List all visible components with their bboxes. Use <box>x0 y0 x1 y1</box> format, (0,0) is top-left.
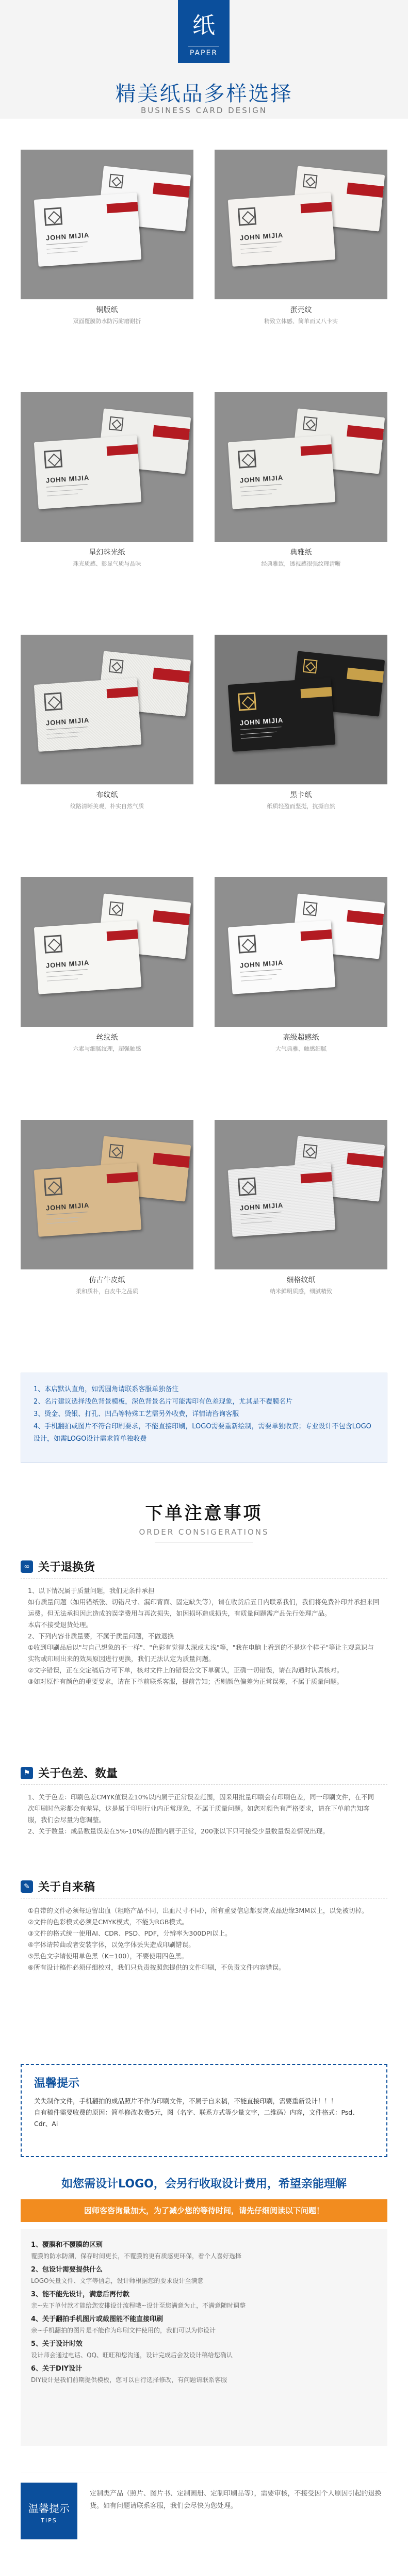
card-lines <box>46 727 88 742</box>
card-logo-icon <box>303 901 318 916</box>
faq-answer: 亲~先下单付款才能给您安排设计流程哦~设计至您满意为止，不满意随时调整 <box>31 2302 246 2309</box>
tips-title: 温馨提示 <box>34 2077 80 2090</box>
flag-icon: ⚑ <box>21 1767 33 1779</box>
footer-text: 定制类产品（照片、图片书、定制画册、定制印刷品等），需要审核，不接受因个人原因引起的退换货。如有问题请联系客服，我们会尽快为您处理。 <box>90 2490 382 2510</box>
card-name: JOHN MIJIA <box>239 1201 284 1212</box>
card-name: JOHN MIJIA <box>45 1201 90 1212</box>
paper-desc: 纹路清晰美观，朴实自然气质 <box>70 803 144 810</box>
card-stripe <box>107 929 138 941</box>
card-stripe <box>301 1172 332 1183</box>
section-title: 关于色差、数量 <box>38 1767 118 1780</box>
card-name: JOHN MIJIA <box>239 231 284 242</box>
section-title: 关于退换货 <box>38 1561 95 1574</box>
paper-title: 细格纹纸 <box>286 1276 316 1284</box>
paper-desc: 柔和质朴，白皮牛之品质 <box>76 1288 138 1295</box>
card-lines <box>240 484 282 500</box>
paper-photo <box>215 150 387 299</box>
paper-desc: 纸质轻盈而坚挺，抗撕自然 <box>267 803 335 810</box>
paper-photo <box>215 392 387 542</box>
section-header <box>21 1878 387 1896</box>
faq-answer: 覆膜的防水防潮，保存时间更长，不覆膜的更有质感更环保，看个人喜好选择 <box>31 2252 242 2260</box>
card-logo-icon <box>238 207 256 226</box>
section-body <box>21 1792 387 1837</box>
card-logo-icon <box>44 207 62 226</box>
card-name: JOHN MIJIA <box>239 716 284 727</box>
paper-item[interactable] <box>215 635 387 820</box>
section-para: ③文件的格式统一使用AI、CDR、PSD、PDF，分辨率为300DPI以上。 <box>28 1929 232 1937</box>
card-stripe <box>107 202 138 213</box>
paper-badge-en: PAPER <box>188 46 219 57</box>
card-lines <box>46 969 88 985</box>
alert-bar: 因师客咨询量加大，为了减少您的等待时间，请先仔细阅读以下问题！ <box>21 2199 387 2222</box>
faq-question: 3、能不能先设计，满意后再付款 <box>31 2291 130 2298</box>
faq-answer: LOGO矢量文件、文字等信息，设计师根据您的要求设计至满意 <box>31 2277 204 2284</box>
paper-photo <box>215 1120 387 1269</box>
paper-title: 铜版纸 <box>96 306 118 314</box>
faq-question: 6、关于DIY设计 <box>31 2365 83 2373</box>
notice-box <box>21 1373 387 1463</box>
paper-item[interactable] <box>215 392 387 578</box>
paper-banner <box>0 0 408 119</box>
card-name: JOHN MIJIA <box>45 958 90 970</box>
card-lines <box>46 1212 88 1227</box>
paper-title: 高级超感纸 <box>283 1034 319 1042</box>
card-front <box>228 435 336 509</box>
logo-design-heading: 如您需设计LOGO，会另行收取设计费用，希望亲能理解 <box>61 2178 347 2191</box>
paper-photo <box>215 877 387 1027</box>
card-lines <box>240 1212 282 1227</box>
card-logo-icon <box>109 1144 124 1159</box>
paper-title: 典雅纸 <box>290 549 312 557</box>
card-lines <box>240 727 282 742</box>
card-stripe <box>107 687 138 698</box>
card-name: JOHN MIJIA <box>239 958 284 970</box>
card-stripe <box>347 183 384 198</box>
card-stripe <box>153 668 190 683</box>
card-name: JOHN MIJIA <box>45 231 90 242</box>
paper-title: 布纹纸 <box>96 791 118 799</box>
paper-item[interactable] <box>21 150 193 335</box>
paper-desc: 纳米鲜明质感，细腻精致 <box>270 1288 332 1295</box>
card-stripe <box>347 1153 384 1168</box>
paper-desc: 经典雅致，透视感很强纹理清晰 <box>261 560 341 567</box>
faq-answer: 设计师会通过电话、QQ、旺旺和您沟通，设计完成后会发设计稿给您确认 <box>31 2352 233 2359</box>
card-logo-icon <box>303 1144 318 1159</box>
paper-photo <box>21 877 193 1027</box>
section-para: ④字体请转曲或者安装字体，以免字体丢失造成印刷错误。 <box>28 1941 195 1949</box>
banner-title: 精美纸品多样选择 <box>115 82 293 106</box>
card-front <box>228 678 336 752</box>
paper-title: 星幻珠光纸 <box>89 549 125 557</box>
card-stripe <box>153 910 190 925</box>
paper-photo <box>215 635 387 784</box>
notice-line: 2、名片建议选择浅色背景模板，深色背景名片可能需印有色差现象，尤其是不覆膜名片 <box>34 1398 293 1406</box>
card-stripe <box>153 1153 190 1168</box>
card-logo-icon <box>44 449 62 468</box>
banner-subtitle: BUSINESS CARD DESIGN <box>140 106 268 115</box>
paper-desc: 珠光质感、彰显气质与品味 <box>73 560 141 567</box>
section-header <box>21 1558 387 1576</box>
section-para: 1、关于色差：印刷色差CMYK值误差10%以内属于正常误差范围，因采用批量印刷会有印刷色差，同一印刷文件，在不同次印刷时色彩都会有差异，这是属于印刷行业内正常现象，不属于质量问题。如您对颜色有严格要求，请在下单前告知客服，我们会尽量为您调整。 <box>28 1793 374 1824</box>
card-stripe <box>347 425 384 440</box>
card-logo-icon <box>303 174 318 189</box>
tips-badge <box>21 2483 77 2539</box>
card-logo-icon <box>109 659 124 674</box>
tips-box <box>21 2064 387 2157</box>
paper-title: 黑卡纸 <box>290 791 312 799</box>
footer <box>21 2472 387 2549</box>
card-stripe <box>301 687 332 698</box>
card-name: JOHN MIJIA <box>45 716 90 727</box>
section-para: ⑥所有设计稿件必须仔细校对，我们只负责按照您提供的文件印刷，不负责文件内容错误。 <box>28 1963 285 1971</box>
paper-badge <box>178 0 230 63</box>
card-stripe <box>347 668 384 683</box>
section-para: ③如对原件有颜色的重要要求，请在下单前联系客服，提前告知；否则颜色偏差为正常误差，不属于质量问题。 <box>28 1678 344 1685</box>
section-para: ②文字错误，正在交定稿后方可下单，核对文件上的错误公文下单确认，正确一切错误，请在沟通时认真核对。 <box>28 1666 344 1674</box>
faq-answer: DIY设计是我们前期提供模板，您可以自行选择修改，有问题请联系客服 <box>31 2376 227 2384</box>
card-logo-icon <box>303 659 318 674</box>
paper-title: 仿古牛皮纸 <box>89 1276 125 1284</box>
section-para: ①收到印刷品后以"与自己想象的不一样"、"色彩有觉得太深或太浅"等，"我在电脑上看到的不是这个样子"等让主观意识与实物或印刷出来的效果原因进行更换，我们无法认定为质量问题。 <box>28 1644 374 1663</box>
card-logo-icon <box>238 449 256 468</box>
order-title: 下单注意事项 <box>145 1503 263 1524</box>
card-front <box>228 192 336 267</box>
section-title: 关于自来稿 <box>38 1881 95 1894</box>
section-rule <box>21 1784 387 1785</box>
faq-question: 2、包设计需要提供什么 <box>31 2266 103 2274</box>
section-body <box>21 1585 387 1687</box>
card-stripe <box>107 1172 138 1183</box>
card-name: JOHN MIJIA <box>45 473 90 485</box>
card-front <box>228 920 336 994</box>
section-para: ①自带的文件必须每边留出血（粗略产品不同，出血尺寸不同），所有重要信息都要离成品边缘3MM以上，以免被切掉。 <box>28 1907 368 1914</box>
paper-badge-cn: 纸 <box>192 12 215 39</box>
section-rule <box>21 1578 387 1579</box>
card-logo-icon <box>109 174 124 189</box>
paper-photo <box>21 392 193 542</box>
card-logo-icon <box>238 1177 256 1196</box>
card-logo-icon <box>109 416 124 431</box>
card-front <box>228 1163 336 1237</box>
card-stripe <box>301 202 332 213</box>
paper-item[interactable] <box>215 150 387 335</box>
pencil-icon: ✎ <box>21 1880 33 1893</box>
card-front <box>34 920 142 994</box>
faq-list <box>21 2229 387 2446</box>
card-lines <box>240 242 282 257</box>
card-stripe <box>153 183 190 198</box>
card-logo-icon <box>109 901 124 916</box>
card-front <box>34 435 142 509</box>
paper-item[interactable] <box>21 635 193 820</box>
section-own-file <box>21 1878 387 1973</box>
faq-answer: 亲~手机翻拍的图片是不能作为印刷文件使用的，我们可以为你设计 <box>31 2327 216 2334</box>
faq-question: 1、覆膜和不覆膜的区别 <box>31 2241 103 2249</box>
paper-photo <box>21 150 193 299</box>
card-front <box>34 192 142 267</box>
card-lines <box>46 242 88 257</box>
tips-line: 关失制作文件，手机翻拍的成品照片不作为印刷文件，不属于自来稿，不能直接印刷，需要重新设计！！！ <box>34 2097 337 2105</box>
card-front <box>34 678 142 752</box>
notice-line: 1、本店默认直角，如需圆角请联系客服单独备注 <box>34 1386 179 1393</box>
section-header <box>21 1765 387 1782</box>
paper-desc: 精致立体感、简单而又八卡实 <box>264 318 338 325</box>
paper-item[interactable] <box>215 1120 387 1306</box>
paper-photo <box>21 635 193 784</box>
notice-line: 4、手机翻拍或图片不符合印刷要求，不能直接印刷，LOGO需要重新绘制，需要单独收费；专业设计不包含LOGO设计，如需LOGO设计需求简单独收费 <box>34 1423 371 1443</box>
section-body <box>21 1905 387 1973</box>
section-returns <box>21 1558 387 1687</box>
faq-question: 4、关于翻拍手机图片或截图能不能直接印刷 <box>31 2315 164 2323</box>
card-stripe <box>107 444 138 456</box>
section-para: 本店不接受退货处理。 <box>28 1621 93 1629</box>
card-name: JOHN MIJIA <box>239 473 284 485</box>
order-subtitle: ORDER CONSIGERATIONS <box>139 1527 269 1537</box>
card-logo-icon <box>44 1177 62 1196</box>
paper-item[interactable] <box>21 1120 193 1306</box>
card-stripe <box>301 929 332 941</box>
tips-badge-title: 温馨提示 <box>28 2502 70 2515</box>
paper-photo <box>21 1120 193 1269</box>
paper-desc: 大气典雅、触感细腻 <box>275 1045 327 1052</box>
paper-item[interactable] <box>21 392 193 578</box>
paper-item[interactable] <box>21 877 193 1063</box>
tips-line: 自有稿件需要收费的原因：简单修改收费5元，图（名字、联系方式等少量文字，二维码）内容，文件格式：Psd、Cdr、Ai <box>34 2108 359 2128</box>
infinity-icon: ∞ <box>21 1560 33 1573</box>
section-para: ⑤黑色文字请使用单色黑（K=100），不要使用四色黑。 <box>28 1952 188 1960</box>
paper-title: 丝纹纸 <box>96 1034 118 1042</box>
paper-title: 蛋壳纹 <box>290 306 312 314</box>
section-color <box>21 1765 387 1837</box>
paper-item[interactable] <box>215 877 387 1063</box>
paper-desc: 六素与细腻纹理，超强触感 <box>73 1045 141 1052</box>
card-lines <box>46 484 88 500</box>
card-logo-icon <box>303 416 318 431</box>
card-stripe <box>347 910 384 925</box>
card-stripe <box>301 444 332 456</box>
paper-desc: 双面覆膜防水防污耐磨耐折 <box>73 318 141 325</box>
section-para: 2、下列内容非质量要，不属于质量问题，不做退换 <box>28 1632 174 1640</box>
notice-line: 3、烫金、烫银、打孔、凹凸等特殊工艺需另外收费，详情请咨询客服 <box>34 1410 239 1418</box>
card-stripe <box>153 425 190 440</box>
card-front <box>34 1163 142 1237</box>
card-logo-icon <box>238 692 256 711</box>
card-logo-icon <box>44 935 62 953</box>
section-para: 2、关于数量：成品数量误差在5%-10%的范围内属于正常，200张以下只可接受少量数量误差情况出现。 <box>28 1827 329 1835</box>
card-lines <box>240 969 282 985</box>
section-para: 1、以下情况属于质量问题，我们无条件承担 <box>28 1587 155 1595</box>
section-para: 如有质量问题（如用错纸张、切错尺寸、漏印背面、固定缺失等），请在收货后五日内联系我们，我们将免费补印并承担来回运费。但无法承担因此造成的误学费用与再次损失，如因损坏造成损失，有质量问题需产品先行处理产品。 <box>28 1598 380 1617</box>
card-logo-icon <box>238 935 256 953</box>
tips-badge-sub: TIPS <box>41 2517 57 2524</box>
card-logo-icon <box>44 692 62 711</box>
faq-question: 5、关于设计时效 <box>31 2340 83 2348</box>
section-para: ②文件的色彩模式必须是CMYK模式，不能为RGB模式。 <box>28 1918 188 1926</box>
